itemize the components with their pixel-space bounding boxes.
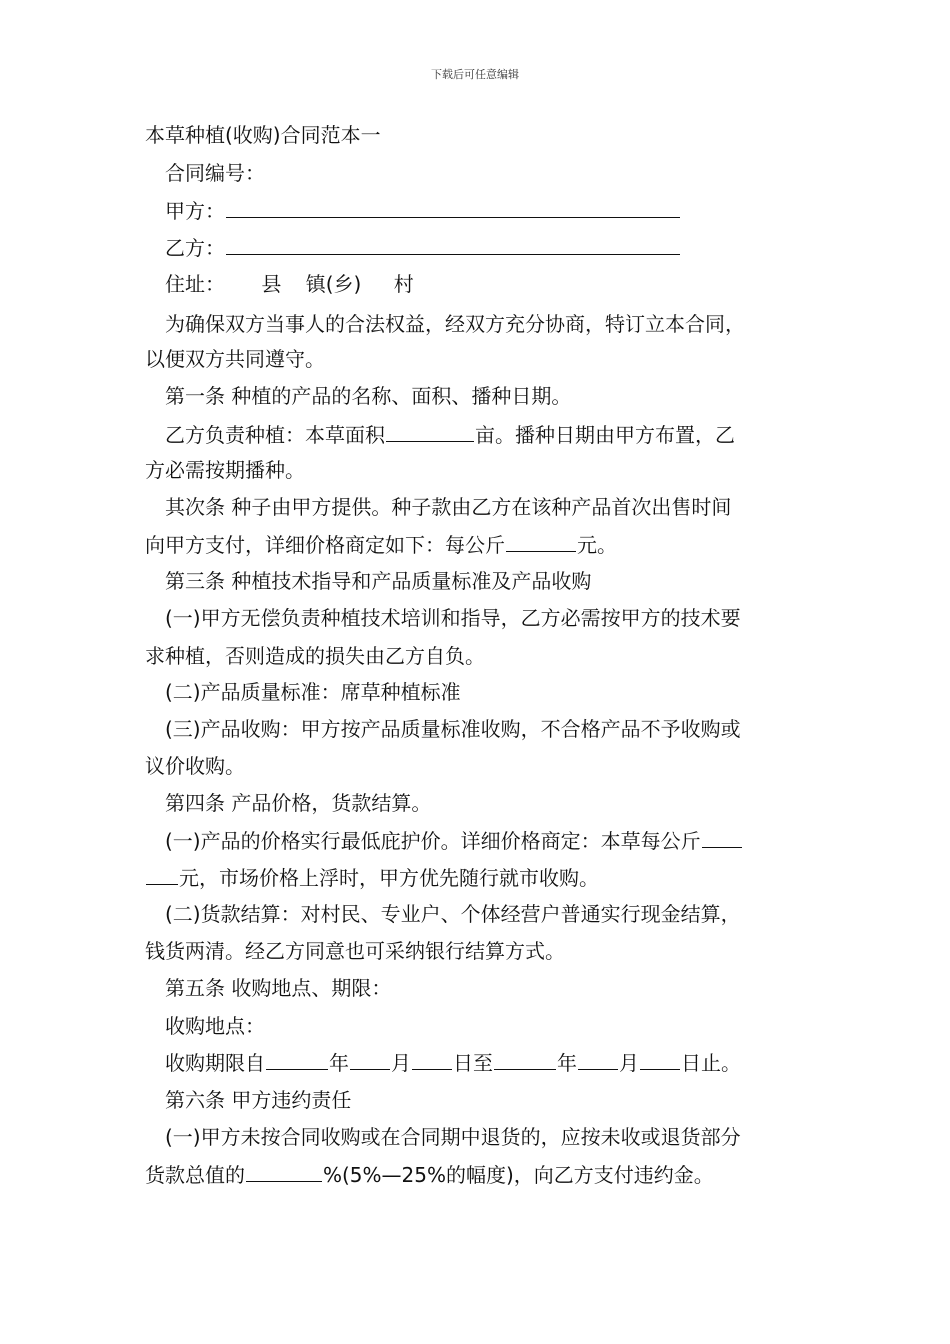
start-day-blank — [412, 1049, 452, 1070]
end-month-label: 月 — [619, 1051, 639, 1075]
start-month-blank — [350, 1049, 390, 1070]
page-header: 下载后可任意编辑 — [431, 68, 519, 81]
penalty-rate-blank — [246, 1161, 322, 1182]
price-blank-part-1 — [702, 827, 742, 848]
start-month-label: 月 — [391, 1051, 411, 1075]
party-a-blank — [226, 197, 680, 218]
end-year-blank — [494, 1049, 556, 1070]
article-4-item-1-line-1 — [165, 827, 743, 854]
address-village: 村 — [393, 272, 414, 296]
address-town: 镇(乡) — [305, 272, 362, 296]
article-1-line-1 — [165, 421, 735, 448]
seed-price-blank — [506, 531, 576, 552]
article-3-item-1-line-2: 求种植，否则造成的损失由乙方自负。 — [145, 644, 485, 668]
article-3-item-1-line-1: (一)甲方无偿负责种植技术培训和指导，乙方必需按甲方的技术要 — [165, 606, 741, 630]
article-4-item-1-text-a: (一)产品的价格实行最低庇护价。详细价格商定：本草每公斤 — [165, 829, 701, 853]
purchase-place-label: 收购地点： — [165, 1014, 265, 1038]
article-4-title: 第四条 产品价格，货款结算。 — [165, 791, 432, 815]
article-6-item-1-line-1: (一)甲方未按合同收购或在合同期中退货的，应按未收或退货部分 — [165, 1125, 741, 1149]
period-prefix: 收购期限自 — [165, 1051, 265, 1075]
article-2-text-b: 元。 — [577, 533, 617, 557]
price-blank-part-2 — [146, 864, 178, 885]
article-4-item-2-line-1: (二)货款结算：对村民、专业户、个体经营户普通实行现金结算， — [165, 902, 741, 926]
contract-number-label: 合同编号： — [165, 161, 265, 185]
party-a-label: 甲方： — [165, 199, 225, 223]
party-a-line — [165, 197, 681, 224]
article-1-line-2: 方必需按期播种。 — [145, 458, 305, 482]
article-2-line-2 — [145, 531, 617, 558]
article-2-line-1: 其次条 种子由甲方提供。种子款由乙方在该种产品首次出售时间 — [165, 495, 732, 519]
party-b-blank — [226, 234, 680, 255]
address-label: 住址： — [165, 272, 225, 296]
end-month-blank — [578, 1049, 618, 1070]
start-year-label: 年 — [329, 1051, 349, 1075]
article-1-text-a: 乙方负责种植：本草面积 — [165, 423, 385, 447]
start-day-label: 日至 — [453, 1051, 493, 1075]
end-day-blank — [640, 1049, 680, 1070]
intro-line-2: 以便双方共同遵守。 — [145, 347, 325, 371]
article-2-text-a: 向甲方支付，详细价格商定如下：每公斤 — [145, 533, 505, 557]
article-6-title: 第六条 甲方违约责任 — [165, 1088, 352, 1112]
intro-line-1: 为确保双方当事人的合法权益，经双方充分协商，特订立本合同， — [165, 312, 745, 336]
article-6-text-post: %(5%—25%的幅度)，向乙方支付违约金。 — [323, 1163, 714, 1187]
article-5-title: 第五条 收购地点、期限： — [165, 976, 392, 1000]
document-title: 本草种植(收购)合同范本一 — [145, 123, 381, 147]
party-b-line — [165, 234, 681, 261]
party-b-label: 乙方： — [165, 236, 225, 260]
article-1-text-b: 亩。播种日期由甲方布置，乙 — [475, 423, 735, 447]
article-1-title: 第一条 种植的产品的名称、面积、播种日期。 — [165, 384, 572, 408]
end-day-label: 日止。 — [681, 1051, 741, 1075]
article-3-title: 第三条 种植技术指导和产品质量标准及产品收购 — [165, 569, 592, 593]
article-4-item-2-line-2: 钱货两清。经乙方同意也可采纳银行结算方式。 — [145, 939, 565, 963]
end-year-label: 年 — [557, 1051, 577, 1075]
article-6-text-pre: 货款总值的 — [145, 1163, 245, 1187]
article-6-item-1-line-2 — [145, 1161, 714, 1188]
article-3-item-2: (二)产品质量标准：席草种植标准 — [165, 680, 461, 704]
start-year-blank — [266, 1049, 328, 1070]
article-4-item-1-text-b: 元，市场价格上浮时，甲方优先随行就市收购。 — [179, 866, 599, 890]
article-4-item-1-line-2 — [145, 864, 599, 891]
address-line — [165, 271, 414, 297]
article-3-item-3-line-2: 议价收购。 — [145, 754, 245, 778]
article-3-item-3-line-1: (三)产品收购：甲方按产品质量标准收购，不合格产品不予收购或 — [165, 717, 741, 741]
area-blank — [386, 421, 474, 442]
address-county: 县 — [261, 272, 282, 296]
purchase-period-line — [165, 1049, 741, 1076]
